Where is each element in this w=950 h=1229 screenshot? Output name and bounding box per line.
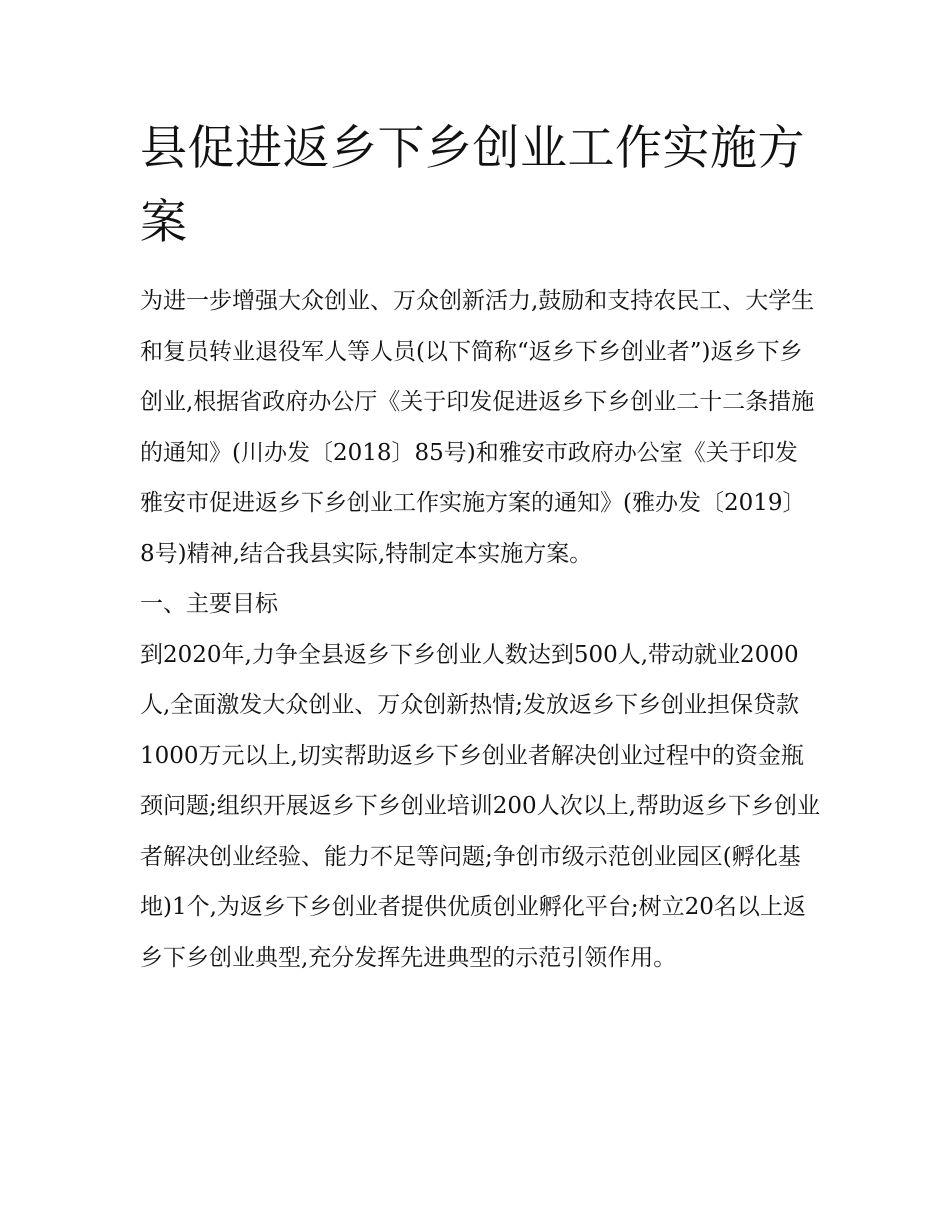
section-heading-main-goals: 一、主要目标 xyxy=(140,591,278,617)
main-goals-paragraph: 到2020年,力争全县返乡下乡创业人数达到500人,带动就业2000人,全面激发大众创业、万众创新热情;发放返乡下乡创业担保贷款1000万元以上,切实帮助返乡下乡创业者解决创业过程中的资金瓶颈问题;组织开展返乡下乡创业培训200人次以上,帮助返乡下乡创业者解决创业经验、能力不足等问题;争创市级示范创业园区(孵化基地)1个,为返乡下乡创业者提供优质创业孵化平台;树立20名以上返乡下乡创业典型,充分发挥先进典型的示范引领作用。 xyxy=(140,641,820,971)
document-page xyxy=(140,112,820,983)
intro-paragraph: 为进一步增强大众创业、万众创新活力,鼓励和支持农民工、大学生和复员转业退役军人等人员(以下简称“返乡下乡创业者”)返乡下乡创业,根据省政府办公厅《关于印发促进返乡下乡创业二十二条措施的通知》(川办发〔2018〕85号)和雅安市政府办公室《关于印发雅安市促进返乡下乡创业工作实施方案的通知》(雅办发〔2019〕8号)精神,结合我县实际,特制定本实施方案。 xyxy=(140,288,815,567)
document-title: 县促进返乡下乡创业工作实施方案 xyxy=(140,121,805,250)
